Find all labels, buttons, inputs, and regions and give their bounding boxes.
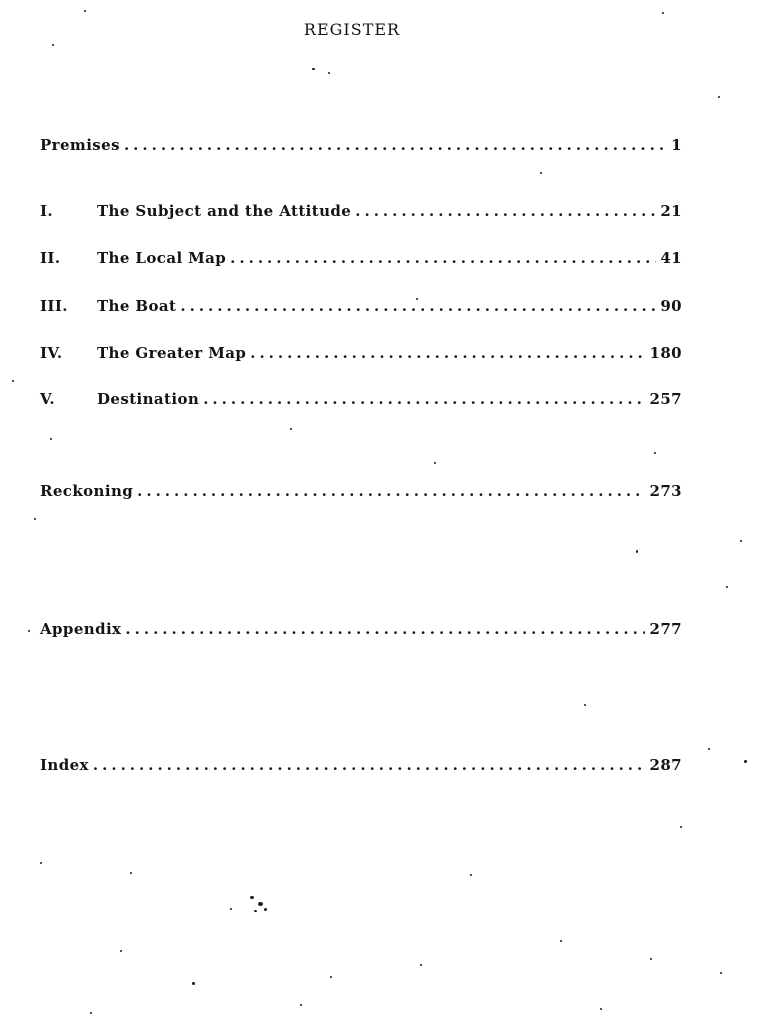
speck — [52, 44, 54, 46]
speck — [258, 902, 263, 906]
speck — [12, 380, 14, 382]
speck — [290, 428, 292, 430]
dot-leader — [125, 620, 645, 638]
toc-entry-appendix — [40, 620, 682, 642]
toc-entry-chapter-1 — [40, 202, 682, 224]
speck — [34, 518, 36, 520]
toc-entry-label: The Boat — [97, 297, 177, 315]
dot-leader — [93, 756, 646, 774]
speck — [230, 908, 232, 910]
speck — [654, 452, 656, 454]
toc-entry-premises — [40, 136, 682, 158]
toc-entry-page: 90 — [660, 297, 682, 315]
speck — [540, 172, 542, 174]
speck — [120, 950, 122, 952]
speck — [650, 958, 652, 960]
speck — [434, 462, 436, 464]
dot-leader — [124, 136, 667, 154]
speck — [416, 298, 418, 300]
speck — [84, 10, 86, 12]
toc-entry-page: 287 — [649, 756, 682, 774]
toc-entry-chapter-2 — [40, 249, 682, 271]
chapter-numeral: I. — [40, 202, 54, 220]
toc-entry-page: 21 — [660, 202, 682, 220]
dot-leader — [180, 297, 656, 315]
speck — [600, 1008, 602, 1010]
speck — [718, 96, 720, 98]
dot-leader — [137, 482, 645, 500]
toc-entry-chapter-5 — [40, 390, 682, 412]
speck — [560, 940, 562, 942]
speck — [636, 550, 638, 553]
toc-entry-label: Destination — [97, 390, 200, 408]
page-title: REGISTER — [303, 20, 401, 39]
speck — [662, 12, 664, 14]
dot-leader — [250, 344, 645, 362]
toc-entry-page: 257 — [649, 390, 682, 408]
speck — [40, 862, 42, 864]
toc-entry-reckoning — [40, 482, 682, 504]
toc-entry-label: The Subject and the Attitude — [97, 202, 352, 220]
speck — [680, 826, 682, 828]
speck — [470, 874, 472, 876]
speck — [254, 910, 257, 912]
toc-entry-page: 1 — [671, 136, 682, 154]
toc-entry-label: Premises — [40, 136, 120, 154]
toc-entry-label: The Local Map — [97, 249, 227, 267]
toc-entry-chapter-4 — [40, 344, 682, 366]
speck — [708, 748, 710, 750]
chapter-numeral: IV. — [40, 344, 63, 362]
chapter-numeral: II. — [40, 249, 61, 267]
toc-entry-label: Index — [40, 756, 89, 774]
speck — [250, 896, 254, 899]
speck — [744, 760, 747, 763]
speck — [264, 908, 267, 911]
toc-entry-label: The Greater Map — [97, 344, 247, 362]
speck — [726, 586, 728, 588]
dot-leader — [355, 202, 656, 220]
toc-entry-label: Appendix — [40, 620, 122, 638]
dot-leader — [203, 390, 645, 408]
chapter-numeral: III. — [40, 297, 68, 315]
toc-entry-chapter-3 — [40, 297, 682, 319]
speck — [312, 68, 315, 70]
toc-entry-page: 273 — [649, 482, 682, 500]
speck — [720, 972, 722, 974]
toc-entry-page: 180 — [649, 344, 682, 362]
toc-entry-page: 277 — [649, 620, 682, 638]
speck — [330, 976, 332, 978]
toc-entry-label: Reckoning — [40, 482, 134, 500]
speck — [50, 438, 52, 440]
toc-entry-index — [40, 756, 682, 778]
speck — [328, 72, 330, 74]
dot-leader — [230, 249, 656, 267]
speck — [192, 982, 195, 985]
chapter-numeral: V. — [40, 390, 56, 408]
speck — [28, 630, 30, 632]
speck — [584, 704, 586, 706]
speck — [300, 1004, 302, 1006]
speck — [420, 964, 422, 966]
speck — [130, 872, 132, 874]
toc-entry-page: 41 — [660, 249, 682, 267]
speck — [740, 540, 742, 542]
speck — [90, 1012, 92, 1014]
